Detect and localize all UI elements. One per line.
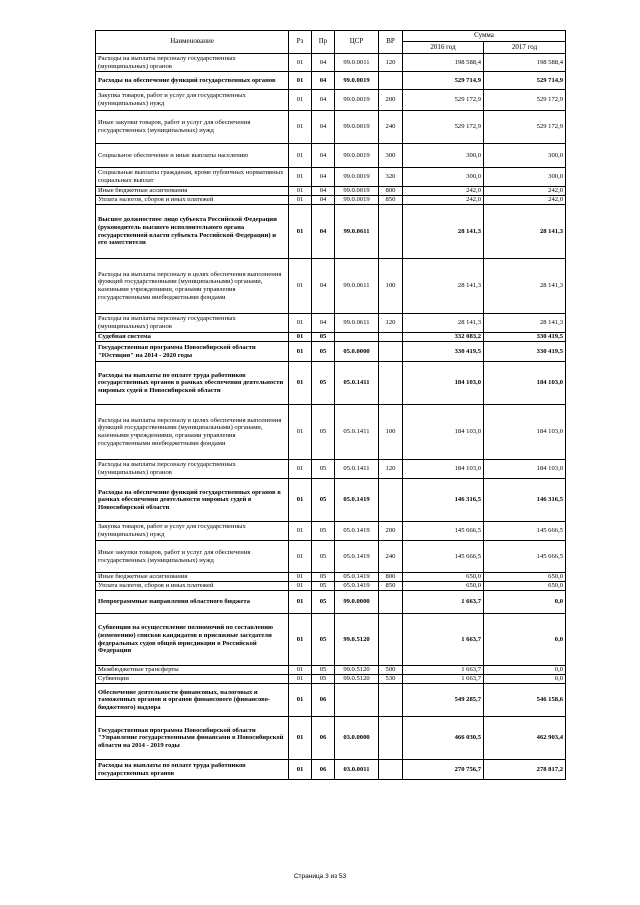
cell-csr — [335, 684, 379, 717]
table-row — [96, 522, 566, 541]
cell-vr: 240 — [379, 541, 403, 573]
cell-vr: 120 — [379, 54, 403, 72]
cell-csr: 05.0.1419 — [335, 522, 379, 541]
cell-pr: 05 — [312, 405, 335, 460]
cell-vr — [379, 591, 403, 614]
cell-vr: 800 — [379, 573, 403, 582]
header-name: Наименование — [96, 31, 289, 54]
header-year-2016: 2016 год — [403, 42, 484, 54]
table-row — [96, 405, 566, 460]
cell-sum-2017: 650,0 — [484, 573, 566, 582]
cell-rz: 01 — [289, 314, 312, 333]
cell-pr: 04 — [312, 168, 335, 187]
cell-csr: 05.0.1411 — [335, 460, 379, 479]
cell-sum-2017: 184 103,0 — [484, 460, 566, 479]
table-row — [96, 90, 566, 111]
cell-sum-2017: 145 666,5 — [484, 541, 566, 573]
cell-sum-2017: 330 419,5 — [484, 333, 566, 342]
cell-sum-2017: 242,0 — [484, 196, 566, 205]
cell-sum-2017: 184 103,0 — [484, 362, 566, 405]
table-row — [96, 168, 566, 187]
cell-sum-2017: 546 158,6 — [484, 684, 566, 717]
cell-rz: 01 — [289, 54, 312, 72]
cell-csr: 05.0.1419 — [335, 541, 379, 573]
cell-pr: 04 — [312, 90, 335, 111]
cell-sum-2017: 0,0 — [484, 614, 566, 666]
cell-sum-2016: 28 141,3 — [403, 205, 484, 259]
cell-sum-2016: 242,0 — [403, 196, 484, 205]
cell-csr: 99.0.5120 — [335, 675, 379, 684]
cell-pr: 05 — [312, 522, 335, 541]
cell-sum-2017: 28 141,3 — [484, 314, 566, 333]
cell-name: Социальные выплаты гражданам, кроме публичных нормативных социальных выплат — [96, 168, 289, 187]
cell-sum-2016: 549 285,7 — [403, 684, 484, 717]
cell-pr: 04 — [312, 314, 335, 333]
table-row — [96, 333, 566, 342]
cell-rz: 01 — [289, 591, 312, 614]
cell-vr — [379, 614, 403, 666]
cell-sum-2017: 529 172,9 — [484, 90, 566, 111]
table-row — [96, 675, 566, 684]
cell-pr: 05 — [312, 675, 335, 684]
cell-sum-2017: 28 141,3 — [484, 205, 566, 259]
cell-vr: 850 — [379, 196, 403, 205]
cell-pr: 04 — [312, 72, 335, 90]
cell-sum-2016: 198 588,4 — [403, 54, 484, 72]
cell-rz: 01 — [289, 205, 312, 259]
cell-sum-2016: 184 103,0 — [403, 460, 484, 479]
cell-csr: 99.0.0000 — [335, 591, 379, 614]
table-row — [96, 259, 566, 314]
table-row — [96, 760, 566, 780]
cell-sum-2016: 300,0 — [403, 168, 484, 187]
cell-csr: 05.0.0000 — [335, 342, 379, 362]
cell-sum-2016: 1 663,7 — [403, 675, 484, 684]
table-row — [96, 111, 566, 144]
table-row — [96, 187, 566, 196]
cell-rz: 01 — [289, 760, 312, 780]
cell-rz: 01 — [289, 460, 312, 479]
cell-name: Расходы на выплаты персоналу в целях обеспечения выполнения функций государственными (муниципальными) органами, казенными учреждениями, органами управления государственными внебюджетными фондами — [96, 259, 289, 314]
cell-pr: 04 — [312, 187, 335, 196]
cell-name: Расходы на обеспечение функций государственных органов — [96, 72, 289, 90]
cell-name: Закупка товаров, работ и услуг для государственных (муниципальных) нужд — [96, 90, 289, 111]
cell-csr: 03.0.0000 — [335, 717, 379, 760]
cell-csr: 99.0.0019 — [335, 144, 379, 168]
cell-vr — [379, 72, 403, 90]
table-row — [96, 573, 566, 582]
cell-pr: 05 — [312, 591, 335, 614]
cell-sum-2017: 0,0 — [484, 591, 566, 614]
table-row — [96, 614, 566, 666]
cell-sum-2016: 28 141,3 — [403, 259, 484, 314]
cell-csr: 99.0.0019 — [335, 168, 379, 187]
cell-pr: 05 — [312, 342, 335, 362]
table-row — [96, 362, 566, 405]
cell-pr: 05 — [312, 666, 335, 675]
cell-rz: 01 — [289, 90, 312, 111]
cell-sum-2017: 529 172,9 — [484, 111, 566, 144]
cell-vr: 120 — [379, 314, 403, 333]
cell-rz: 01 — [289, 717, 312, 760]
cell-csr: 99.0.0011 — [335, 54, 379, 72]
cell-sum-2017: 184 103,0 — [484, 405, 566, 460]
cell-pr: 04 — [312, 196, 335, 205]
cell-sum-2016: 1 663,7 — [403, 591, 484, 614]
cell-rz: 01 — [289, 582, 312, 591]
header-pr: Пр — [312, 31, 335, 54]
cell-sum-2016: 332 083,2 — [403, 333, 484, 342]
cell-csr: 99.0.0019 — [335, 196, 379, 205]
cell-csr: 99.0.0611 — [335, 259, 379, 314]
cell-name: Иные закупки товаров, работ и услуг для обеспечения государственных (муниципальных) нужд — [96, 111, 289, 144]
cell-csr: 99.0.0611 — [335, 205, 379, 259]
cell-vr: 200 — [379, 522, 403, 541]
cell-vr: 120 — [379, 460, 403, 479]
cell-sum-2016: 184 103,0 — [403, 362, 484, 405]
cell-name: Высшее должностное лицо субъекта Российской Федерации (руководитель высшего исполнительного органа государственной власти субъекта Российской Федерации) и его заместители — [96, 205, 289, 259]
cell-sum-2017: 0,0 — [484, 666, 566, 675]
cell-name: Расходы на выплаты персоналу государственных (муниципальных) органов — [96, 460, 289, 479]
cell-vr: 200 — [379, 90, 403, 111]
cell-rz: 01 — [289, 196, 312, 205]
cell-vr: 100 — [379, 259, 403, 314]
table-row — [96, 684, 566, 717]
cell-csr: 05.0.1419 — [335, 582, 379, 591]
cell-name: Межбюджетные трансферты — [96, 666, 289, 675]
cell-vr: 850 — [379, 582, 403, 591]
cell-vr: 500 — [379, 666, 403, 675]
cell-rz: 01 — [289, 405, 312, 460]
cell-sum-2017: 198 588,4 — [484, 54, 566, 72]
cell-pr: 06 — [312, 760, 335, 780]
cell-rz: 01 — [289, 342, 312, 362]
cell-csr: 99.0.5120 — [335, 666, 379, 675]
header-rz: Рз — [289, 31, 312, 54]
cell-pr: 04 — [312, 111, 335, 144]
cell-vr — [379, 205, 403, 259]
budget-table-container — [95, 30, 566, 780]
budget-table — [95, 30, 566, 780]
cell-pr: 04 — [312, 54, 335, 72]
header-vr: ВР — [379, 31, 403, 54]
table-row — [96, 342, 566, 362]
table-row — [96, 72, 566, 90]
cell-name: Расходы на выплаты персоналу государственных (муниципальных) органов — [96, 54, 289, 72]
cell-pr: 05 — [312, 541, 335, 573]
cell-vr — [379, 760, 403, 780]
cell-sum-2016: 28 141,3 — [403, 314, 484, 333]
cell-sum-2016: 242,0 — [403, 187, 484, 196]
cell-name: Закупка товаров, работ и услуг для государственных (муниципальных) нужд — [96, 522, 289, 541]
cell-sum-2016: 145 666,5 — [403, 522, 484, 541]
cell-rz: 01 — [289, 541, 312, 573]
cell-sum-2017: 28 141,3 — [484, 259, 566, 314]
cell-sum-2016: 270 756,7 — [403, 760, 484, 780]
header-csr: ЦСР — [335, 31, 379, 54]
cell-sum-2017: 300,0 — [484, 168, 566, 187]
cell-csr: 99.0.0019 — [335, 187, 379, 196]
cell-pr: 04 — [312, 144, 335, 168]
cell-rz: 01 — [289, 333, 312, 342]
cell-sum-2016: 650,0 — [403, 573, 484, 582]
cell-sum-2017: 278 817,2 — [484, 760, 566, 780]
cell-csr — [335, 333, 379, 342]
cell-sum-2017: 462 903,4 — [484, 717, 566, 760]
cell-name: Субвенции — [96, 675, 289, 684]
cell-vr: 530 — [379, 675, 403, 684]
cell-vr — [379, 684, 403, 717]
cell-csr: 99.0.0611 — [335, 314, 379, 333]
cell-name: Социальное обеспечение и иные выплаты населению — [96, 144, 289, 168]
cell-rz: 01 — [289, 675, 312, 684]
header-year-2017: 2017 год — [484, 42, 566, 54]
page-number: Страница 3 из 53 — [293, 873, 347, 880]
cell-pr: 05 — [312, 479, 335, 522]
table-row — [96, 144, 566, 168]
cell-csr: 99.0.5120 — [335, 614, 379, 666]
table-row — [96, 460, 566, 479]
cell-sum-2017: 330 419,5 — [484, 342, 566, 362]
table-row — [96, 591, 566, 614]
cell-sum-2017: 145 666,5 — [484, 522, 566, 541]
cell-csr: 05.0.1419 — [335, 573, 379, 582]
cell-sum-2017: 146 316,5 — [484, 479, 566, 522]
table-header — [96, 31, 566, 54]
cell-csr: 05.0.1411 — [335, 362, 379, 405]
cell-rz: 01 — [289, 168, 312, 187]
cell-sum-2016: 1 663,7 — [403, 614, 484, 666]
cell-vr: 800 — [379, 187, 403, 196]
cell-sum-2016: 529 172,9 — [403, 111, 484, 144]
cell-sum-2016: 466 030,5 — [403, 717, 484, 760]
cell-vr — [379, 362, 403, 405]
cell-name: Судебная система — [96, 333, 289, 342]
cell-rz: 01 — [289, 522, 312, 541]
table-row — [96, 205, 566, 259]
table-row — [96, 666, 566, 675]
cell-rz: 01 — [289, 614, 312, 666]
cell-csr: 99.0.0019 — [335, 90, 379, 111]
cell-rz: 01 — [289, 479, 312, 522]
cell-sum-2017: 529 714,9 — [484, 72, 566, 90]
table-body — [96, 54, 566, 780]
header-sum: Сумма — [403, 31, 566, 42]
cell-sum-2016: 529 172,9 — [403, 90, 484, 111]
cell-pr: 06 — [312, 717, 335, 760]
table-row — [96, 314, 566, 333]
table-row — [96, 54, 566, 72]
cell-name: Иные бюджетные ассигнования — [96, 573, 289, 582]
cell-csr: 05.0.1419 — [335, 479, 379, 522]
cell-sum-2017: 242,0 — [484, 187, 566, 196]
cell-sum-2016: 146 316,5 — [403, 479, 484, 522]
cell-rz: 01 — [289, 684, 312, 717]
cell-vr: 320 — [379, 168, 403, 187]
cell-rz: 01 — [289, 573, 312, 582]
cell-sum-2017: 300,0 — [484, 144, 566, 168]
table-row — [96, 582, 566, 591]
cell-sum-2016: 1 663,7 — [403, 666, 484, 675]
cell-vr — [379, 479, 403, 522]
cell-vr: 240 — [379, 111, 403, 144]
cell-name: Обеспечение деятельности финансовых, налоговых и таможенных органов и органов финансового (финансово-бюджетного) надзора — [96, 684, 289, 717]
cell-rz: 01 — [289, 144, 312, 168]
cell-name: Расходы на обеспечение функций государственных органов в рамках обеспечения деятельности мировых судей в Новосибирской области — [96, 479, 289, 522]
cell-pr: 05 — [312, 460, 335, 479]
cell-rz: 01 — [289, 111, 312, 144]
table-row — [96, 479, 566, 522]
cell-csr: 99.0.0019 — [335, 72, 379, 90]
cell-sum-2016: 529 714,9 — [403, 72, 484, 90]
cell-name: Уплата налогов, сборов и иных платежей — [96, 196, 289, 205]
cell-sum-2016: 184 103,0 — [403, 405, 484, 460]
cell-name: Государственная программа Новосибирской области "Юстиция" на 2014 - 2020 годы — [96, 342, 289, 362]
cell-name: Государственная программа Новосибирской области "Управление государственными финансами в Новосибирской области на 2014 - 2019 годы — [96, 717, 289, 760]
cell-rz: 01 — [289, 187, 312, 196]
cell-sum-2017: 0,0 — [484, 675, 566, 684]
cell-name: Расходы на выплаты по оплате труда работников государственных органов — [96, 760, 289, 780]
cell-pr: 05 — [312, 362, 335, 405]
cell-name: Иные закупки товаров, работ и услуг для обеспечения государственных (муниципальных) нужд — [96, 541, 289, 573]
cell-sum-2016: 300,0 — [403, 144, 484, 168]
cell-name: Расходы на выплаты персоналу в целях обеспечения выполнения функций государственными (муниципальными) органами, казенными учреждениями, органами управления государственными внебюджетными фондами — [96, 405, 289, 460]
cell-rz: 01 — [289, 72, 312, 90]
cell-pr: 04 — [312, 259, 335, 314]
cell-name: Расходы на выплаты по оплате труда работников государственных органов в рамках обеспечения деятельности мировых судей в Новосибирской области — [96, 362, 289, 405]
table-row — [96, 196, 566, 205]
cell-pr: 05 — [312, 582, 335, 591]
cell-name: Расходы на выплаты персоналу государственных (муниципальных) органов — [96, 314, 289, 333]
cell-pr: 05 — [312, 573, 335, 582]
cell-name: Непрограммные направления областного бюджета — [96, 591, 289, 614]
cell-pr: 06 — [312, 684, 335, 717]
cell-sum-2016: 145 666,5 — [403, 541, 484, 573]
table-row — [96, 541, 566, 573]
cell-sum-2016: 330 419,5 — [403, 342, 484, 362]
cell-rz: 01 — [289, 362, 312, 405]
cell-sum-2016: 650,0 — [403, 582, 484, 591]
cell-csr: 03.0.0011 — [335, 760, 379, 780]
cell-pr: 04 — [312, 205, 335, 259]
cell-vr: 100 — [379, 405, 403, 460]
cell-name: Иные бюджетные ассигнования — [96, 187, 289, 196]
cell-vr: 300 — [379, 144, 403, 168]
cell-csr: 99.0.0019 — [335, 111, 379, 144]
cell-sum-2017: 650,0 — [484, 582, 566, 591]
cell-pr: 05 — [312, 333, 335, 342]
table-row — [96, 717, 566, 760]
cell-rz: 01 — [289, 666, 312, 675]
cell-csr: 05.0.1411 — [335, 405, 379, 460]
cell-name: Уплата налогов, сборов и иных платежей — [96, 582, 289, 591]
cell-name: Субвенции на осуществление полномочий по составлению (изменению) списков кандидатов в присяжные заседатели федеральных судов общей юрисдикции в Российской Федерации — [96, 614, 289, 666]
cell-rz: 01 — [289, 259, 312, 314]
cell-vr — [379, 333, 403, 342]
cell-vr — [379, 717, 403, 760]
cell-vr — [379, 342, 403, 362]
cell-pr: 05 — [312, 614, 335, 666]
